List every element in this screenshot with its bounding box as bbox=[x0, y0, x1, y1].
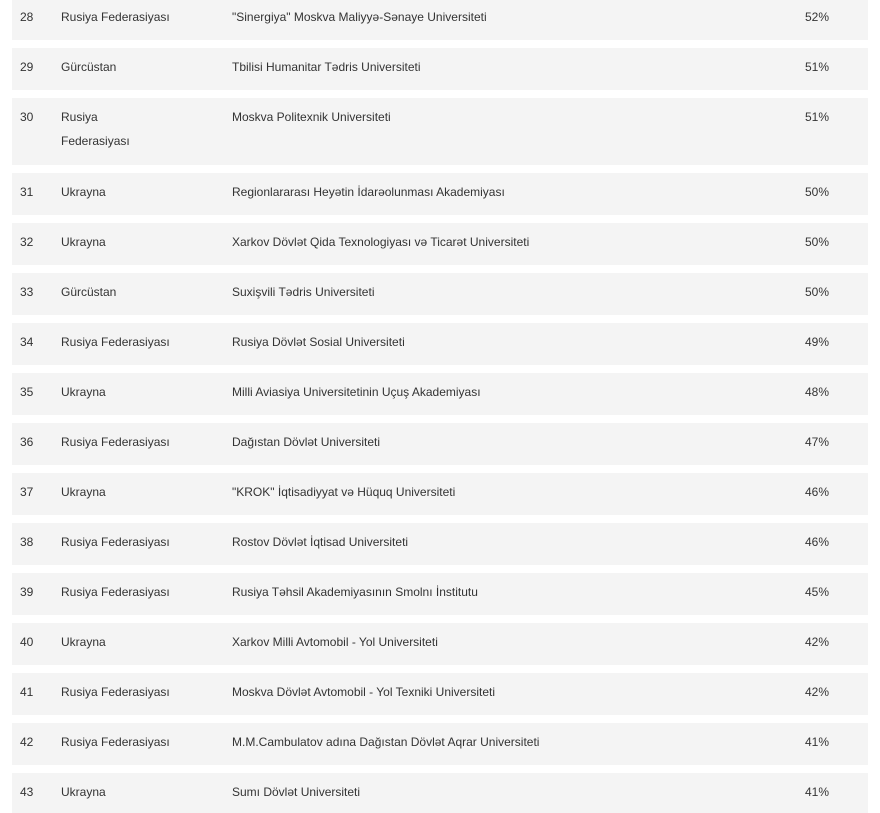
percent-cell: 46% bbox=[805, 485, 830, 499]
percent-cell: 51% bbox=[805, 60, 830, 74]
country-cell: Rusiya Federasiyası bbox=[61, 585, 170, 599]
percent-cell: 42% bbox=[805, 635, 830, 649]
rank-cell: 34 bbox=[20, 335, 34, 349]
university-cell: M.M.Cambulatov adına Dağıstan Dövlət Aqrar Universiteti bbox=[232, 735, 540, 749]
university-ranking-table bbox=[12, 0, 868, 813]
rank-cell: 30 bbox=[20, 110, 34, 124]
country-cell: Gürcüstan bbox=[61, 60, 117, 74]
country-cell: Rusiya Federasiyası bbox=[61, 735, 170, 749]
rank-cell: 37 bbox=[20, 485, 34, 499]
country-cell: Ukrayna bbox=[61, 235, 106, 249]
percent-cell: 41% bbox=[805, 785, 830, 799]
university-cell: Xarkov Dövlət Qida Texnologiyası və Ticarət Universiteti bbox=[232, 235, 530, 249]
rank-cell: 32 bbox=[20, 235, 34, 249]
table-row bbox=[12, 523, 868, 565]
rank-cell: 38 bbox=[20, 535, 34, 549]
university-cell: Sumı Dövlət Universiteti bbox=[232, 785, 361, 799]
country-cell: Ukrayna bbox=[61, 185, 106, 199]
percent-cell: 51% bbox=[805, 110, 830, 124]
percent-cell: 45% bbox=[805, 585, 830, 599]
table-row bbox=[12, 173, 868, 215]
university-cell: Dağıstan Dövlət Universiteti bbox=[232, 435, 381, 449]
rank-cell: 41 bbox=[20, 685, 34, 699]
university-cell: "Sinergiya" Moskva Maliyyə-Sənaye Universiteti bbox=[232, 10, 487, 24]
university-cell: Milli Aviasiya Universitetinin Uçuş Akademiyası bbox=[232, 385, 481, 399]
percent-cell: 48% bbox=[805, 385, 830, 399]
table-row bbox=[12, 48, 868, 90]
percent-cell: 50% bbox=[805, 185, 830, 199]
percent-cell: 42% bbox=[805, 685, 830, 699]
university-cell: Xarkov Milli Avtomobil - Yol Universiteti bbox=[232, 635, 438, 649]
rank-cell: 28 bbox=[20, 10, 34, 24]
country-cell: Ukrayna bbox=[61, 785, 106, 799]
table-row bbox=[12, 723, 868, 765]
country-cell: Gürcüstan bbox=[61, 285, 117, 299]
country-cell: Rusiya Federasiyası bbox=[61, 110, 130, 148]
percent-cell: 50% bbox=[805, 285, 830, 299]
university-cell: Rusiya Təhsil Akademiyasının Smolnı İnstitutu bbox=[232, 585, 478, 599]
university-cell: Tbilisi Humanitar Tədris Universiteti bbox=[232, 60, 421, 74]
rank-cell: 42 bbox=[20, 735, 34, 749]
rank-cell: 40 bbox=[20, 635, 34, 649]
table-row bbox=[12, 573, 868, 615]
country-cell: Rusiya Federasiyası bbox=[61, 435, 170, 449]
table-row bbox=[12, 273, 868, 315]
rank-cell: 43 bbox=[20, 785, 34, 799]
university-cell: Moskva Politexnik Universiteti bbox=[232, 110, 391, 124]
table-row bbox=[12, 673, 868, 715]
rank-cell: 31 bbox=[20, 185, 34, 199]
percent-cell: 46% bbox=[805, 535, 830, 549]
university-cell: Suxişvili Tədris Universiteti bbox=[232, 285, 375, 299]
table-row bbox=[12, 423, 868, 465]
percent-cell: 47% bbox=[805, 435, 830, 449]
table-row bbox=[12, 0, 868, 40]
table-row bbox=[12, 773, 868, 813]
country-cell: Rusiya Federasiyası bbox=[61, 335, 170, 349]
rank-cell: 35 bbox=[20, 385, 34, 399]
percent-cell: 52% bbox=[805, 10, 830, 24]
rank-cell: 36 bbox=[20, 435, 34, 449]
percent-cell: 41% bbox=[805, 735, 830, 749]
country-cell: Ukrayna bbox=[61, 635, 106, 649]
university-cell: Regionlararası Heyətin İdarəolunması Akademiyası bbox=[232, 185, 505, 199]
table-row bbox=[12, 323, 868, 365]
table-row bbox=[12, 373, 868, 415]
country-cell: Ukrayna bbox=[61, 385, 106, 399]
university-cell: Moskva Dövlət Avtomobil - Yol Texniki Universiteti bbox=[232, 685, 496, 699]
country-cell: Rusiya Federasiyası bbox=[61, 685, 170, 699]
university-cell: Rostov Dövlət İqtisad Universiteti bbox=[232, 535, 409, 549]
rank-cell: 29 bbox=[20, 60, 34, 74]
table-row bbox=[12, 623, 868, 665]
country-cell: Rusiya Federasiyası bbox=[61, 10, 170, 24]
country-cell: Ukrayna bbox=[61, 485, 106, 499]
percent-cell: 49% bbox=[805, 335, 830, 349]
table-row bbox=[12, 473, 868, 515]
percent-cell: 50% bbox=[805, 235, 830, 249]
rank-cell: 39 bbox=[20, 585, 34, 599]
university-cell: Rusiya Dövlət Sosial Universiteti bbox=[232, 335, 405, 349]
table-row bbox=[12, 223, 868, 265]
university-cell: "KROK" İqtisadiyyat və Hüquq Universiteti bbox=[232, 485, 456, 499]
table-row bbox=[12, 98, 868, 165]
rank-cell: 33 bbox=[20, 285, 34, 299]
country-cell: Rusiya Federasiyası bbox=[61, 535, 170, 549]
